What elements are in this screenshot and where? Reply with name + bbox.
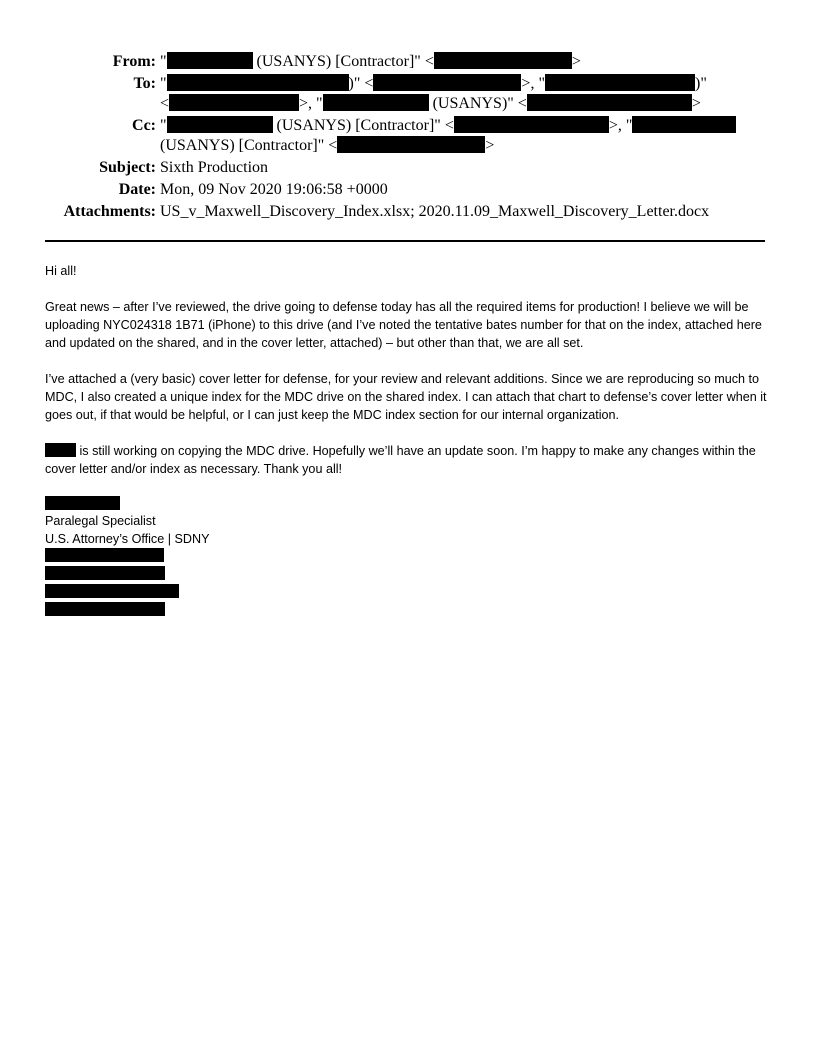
to-value <box>160 74 760 114</box>
redaction-box <box>167 74 349 91</box>
cc-text: (USANYS) [Contractor]" < <box>272 117 454 134</box>
cc-text: >, " <box>608 117 633 134</box>
to-text: )" <box>694 75 707 92</box>
to-text: >, " <box>521 75 545 92</box>
cc-text: > <box>485 137 495 154</box>
attachments-row <box>0 202 816 222</box>
from-label: From: <box>112 53 156 70</box>
redaction-box <box>45 496 120 510</box>
to-text: > <box>691 95 701 112</box>
redaction-box <box>45 602 165 616</box>
subject-row <box>0 158 816 178</box>
redaction-box <box>434 52 572 69</box>
to-text: " <box>160 75 167 92</box>
from-row <box>0 52 816 72</box>
redaction-box <box>45 584 179 598</box>
redaction-box <box>545 74 695 91</box>
attachments-label: Attachments: <box>63 203 156 220</box>
redaction-box <box>454 116 609 133</box>
body-paragraph: Great news – after I’ve reviewed, the drive going to defense today has all the required items for production! I believe we will be uploading NYC024318 1B71 (iPhone) to this drive (and I’ve noted the tentative bates number for that on the index, attached here and updated on the shared, and in the cover letter, attached) – but other than that, we are all set. <box>45 300 762 350</box>
redaction-box <box>632 116 736 133</box>
greeting: Hi all! <box>45 264 77 278</box>
cc-row <box>0 116 816 156</box>
header-divider <box>45 240 765 242</box>
to-label: To: <box>133 75 156 92</box>
redaction-box <box>45 443 76 457</box>
attachments-value: US_v_Maxwell_Discovery_Index.xlsx; 2020.11.09_Maxwell_Discovery_Letter.docx <box>160 203 710 220</box>
cc-value <box>160 116 760 156</box>
redaction-box <box>45 566 165 580</box>
redaction-box <box>45 548 164 562</box>
signature-title: Paralegal Specialist <box>45 514 156 528</box>
cc-label: Cc: <box>132 117 156 134</box>
to-text: (USANYS)" < <box>428 95 527 112</box>
signature-block <box>45 496 773 616</box>
to-row <box>0 74 816 114</box>
redaction-box <box>323 94 429 111</box>
redaction-box <box>167 116 273 133</box>
to-text: )" < <box>348 75 374 92</box>
cc-text: " <box>160 117 167 134</box>
from-value <box>160 52 760 72</box>
subject-label: Subject: <box>99 159 156 176</box>
body-paragraph <box>45 442 773 478</box>
cc-text: (USANYS) [Contractor]" < <box>160 137 338 154</box>
redaction-box <box>337 136 485 153</box>
to-text: < <box>160 95 170 112</box>
date-row <box>0 180 816 200</box>
redaction-box <box>167 52 253 69</box>
email-body <box>45 262 773 620</box>
subject-value: Sixth Production <box>160 159 269 176</box>
date-value: Mon, 09 Nov 2020 19:06:58 +0000 <box>160 181 388 198</box>
body-paragraph: I’ve attached a (very basic) cover letter for defense, for your review and relevant additions. Since we are reproducing so much to MDC, I also created a unique index for the MDC drive on the shared index. I can attach that chart to defense’s cover letter when it goes out, if that would be helpful, or I can just keep the MDC index section for our internal organization. <box>45 372 767 422</box>
email-header <box>0 52 816 224</box>
body-text: is still working on copying the MDC drive. Hopefully we’ll have an update soon. I’m happy to make any changes within the cover letter and/or index as necessary. Thank you all! <box>45 444 756 476</box>
from-text: > <box>571 53 581 70</box>
redaction-box <box>527 94 692 111</box>
from-text: " <box>160 53 167 70</box>
date-label: Date: <box>118 181 156 198</box>
redaction-box <box>373 74 521 91</box>
from-text: (USANYS) [Contractor]" < <box>252 53 434 70</box>
to-text: >, " <box>299 95 323 112</box>
redaction-box <box>169 94 299 111</box>
signature-office: U.S. Attorney’s Office | SDNY <box>45 532 210 546</box>
